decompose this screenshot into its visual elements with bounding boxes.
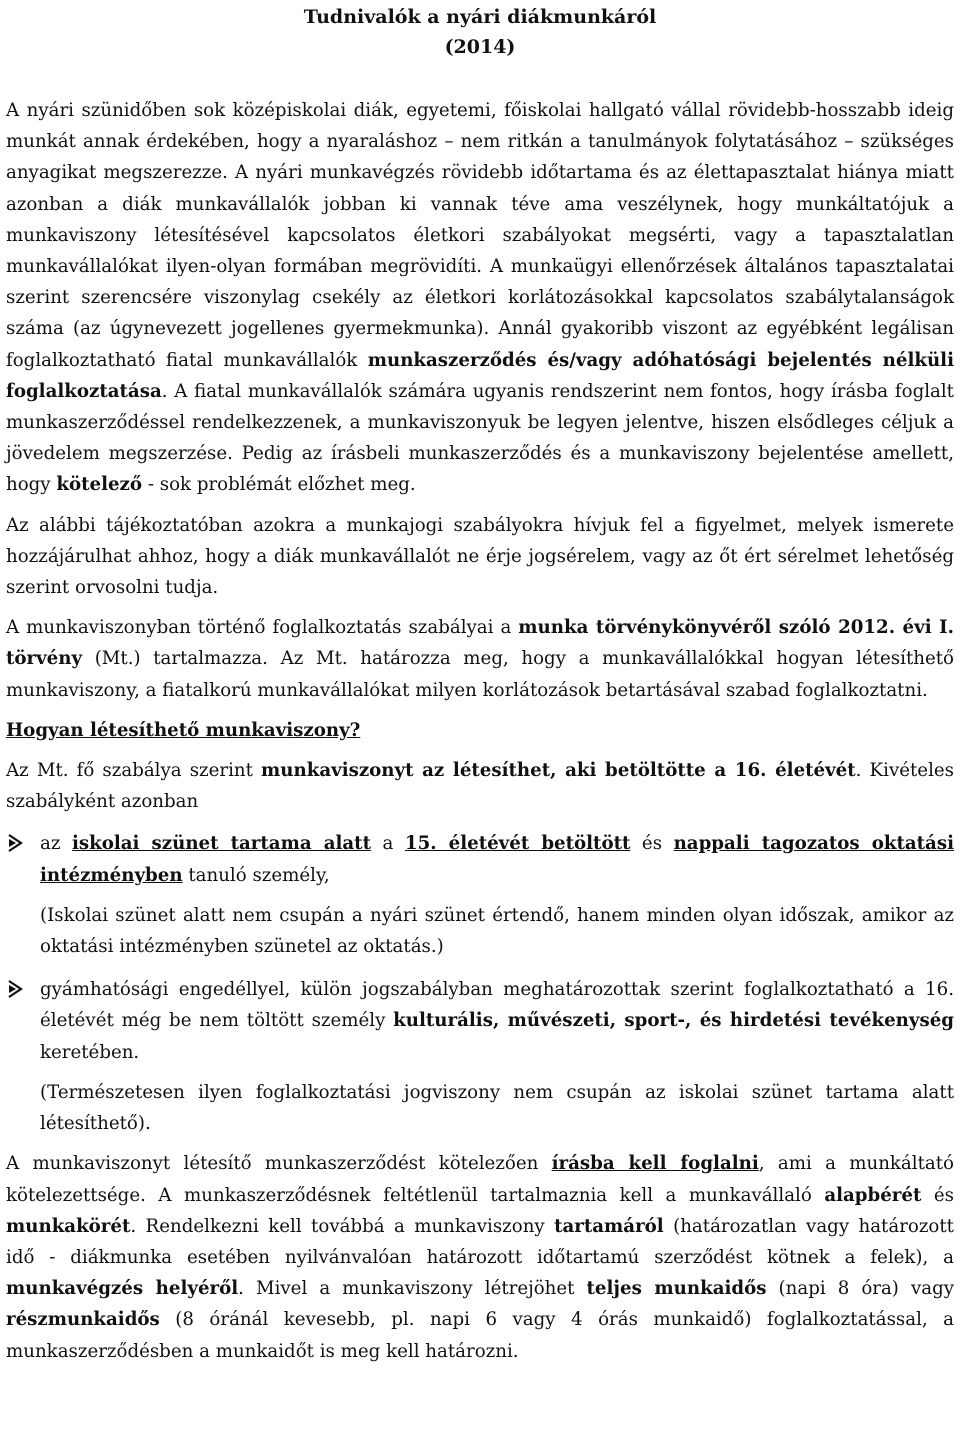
document-year: (2014) bbox=[444, 36, 516, 58]
emphasis-text: munkaszerződés és/vagy adóhatósági bejelentés nélküli foglalkoztatása bbox=[6, 349, 954, 402]
emphasis-text: részmunkaidős bbox=[6, 1309, 160, 1331]
text-segment: . Kivételes szabályként azonban bbox=[6, 760, 954, 813]
arrow-bullet-icon bbox=[7, 979, 23, 999]
text-segment: . Mivel a munkaviszony létrejöhet bbox=[238, 1278, 587, 1300]
text-segment: (napi 8 óra) vagy bbox=[766, 1278, 954, 1300]
emphasis-text: munka törvénykönyvéről szóló 2012. évi I. törvény bbox=[6, 617, 954, 670]
list-item bbox=[6, 828, 954, 962]
text-segment: A munkaviszonyt létesítő munkaszerződést kötelezően bbox=[6, 1153, 552, 1175]
emphasis-text: alapbérét bbox=[824, 1184, 922, 1206]
document-title: Tudnivalók a nyári diákmunkáról bbox=[303, 6, 657, 28]
text-segment: Az Mt. fő szabálya szerint bbox=[6, 760, 262, 782]
emphasis-text: teljes munkaidős bbox=[586, 1278, 767, 1300]
text-segment: gyámhatósági engedéllyel, külön jogszabályban meghatározottak szerint foglalkoztatható a 16. életévét még be nem töltött személy bbox=[40, 979, 954, 1032]
emphasis-text: munkakörét bbox=[6, 1215, 131, 1237]
text-segment: . Rendelkezni kell továbbá a munkaviszony bbox=[130, 1215, 555, 1237]
list-item-note: (Természetesen ilyen foglalkoztatási jogviszony nem csupán az iskolai szünet tartama alatt létesíthető). bbox=[40, 1081, 954, 1135]
text-segment: (8 óránál kevesebb, pl. napi 6 vagy 4 órás munkaidő) foglalkoztatással, a munkaszerződésben a munkaidőt is meg kell határozni. bbox=[6, 1309, 954, 1362]
paragraph-mt bbox=[6, 612, 954, 706]
emphasis-text: kötelező bbox=[56, 474, 143, 496]
emphasis-text: írásba kell foglalni bbox=[551, 1153, 759, 1175]
emphasis-text: tartamáról bbox=[554, 1215, 664, 1237]
text-segment: Az alábbi tájékoztatóban azokra a munkajogi szabályokra hívjuk fel a figyelmet, melyek ismerete hozzájárulhat ahhoz, hogy a diák munkavállalót ne érje jogsérelem, vagy az őt ért sérelmet lehetőség szerint orvosolni tudja. bbox=[6, 514, 954, 599]
exception-list bbox=[6, 828, 954, 1139]
emphasis-text: kulturális, művészeti, sport-, és hirdetési tevékenység bbox=[393, 1010, 954, 1032]
text-segment: . A fiatal munkavállalók számára ugyanis rendszerint nem fontos, hogy írásba foglalt munkaszerződéssel rendelkezzenek, a munkaviszonyuk be legyen jelentve, hiszen elsődleges céljuk a jövedelem megszerzése. Pedig az írásbeli munkaszerződés és a munkaviszony bejelentése amellett, hogy bbox=[6, 380, 954, 496]
list-item-text bbox=[40, 974, 954, 1068]
text-segment: , ami a munkáltató kötelezettsége. A munkaszerződésnek feltétlenül tartalmaznia kell a munkavállaló bbox=[6, 1153, 954, 1206]
text-segment: és bbox=[630, 833, 674, 855]
emphasis-text: munkavégzés helyéről bbox=[6, 1278, 239, 1300]
arrow-bullet-icon bbox=[7, 833, 23, 853]
text-segment: a bbox=[370, 833, 405, 855]
emphasis-text: 15. életévét betöltött bbox=[404, 833, 631, 855]
text-segment: tanuló személy, bbox=[182, 864, 330, 886]
text-segment: (Mt.) tartalmazza. Az Mt. határozza meg, hogy a munkavállalókkal hogyan létesíthető munkaviszony, a fiatalkorú munkavállalókat milyen korlátozások betartásával szabad foglalkoztatni. bbox=[6, 648, 954, 701]
text-segment: keretében. bbox=[40, 1041, 140, 1063]
list-item-note: (Iskolai szünet alatt nem csupán a nyári szünet értendő, hanem minden olyan időszak, amikor az oktatási intézményben szünetel az oktatás.) bbox=[40, 904, 954, 958]
text-segment: az bbox=[40, 833, 72, 855]
list-item bbox=[6, 974, 954, 1139]
section-heading: Hogyan létesíthető munkaviszony? bbox=[6, 719, 361, 741]
paragraph-main-rule bbox=[6, 755, 954, 817]
emphasis-text: nappali tagozatos oktatási intézményben bbox=[40, 833, 954, 886]
paragraph-intro bbox=[6, 95, 954, 501]
text-segment: és bbox=[921, 1184, 954, 1206]
text-segment: A nyári szünidőben sok középiskolai diák, egyetemi, főiskolai hallgató vállal rövidebb-hosszabb ideig munkát annak érdekében, hogy a nyaraláshoz – nem ritkán a tanulmányok folytatásához – szükséges anyagikat megszerezze. A nyári munkavégzés rövidebb időtartama és az élettapasztalat hiánya miatt azonban a diák munkavállalók jobban ki vannak téve ama veszélynek, hogy munkáltatójuk a munkaviszony létesítésével kapcsolatos életkori szabályokat megsérti, vagy a tapasztalatlan munkavállalókat ilyen-olyan formában megrövidíti. A munkaügyi ellenőrzések általános tapasztalatai szerint szerencsére viszonylag csekély az életkori korlátozásokkal kapcsolatos szabálytalanságok száma (az úgynevezett jogellenes gyermekmunka). Annál gyakoribb viszont az egyébként legálisan foglalkoztatható fiatal munkavállalók bbox=[6, 100, 954, 371]
emphasis-text: iskolai szünet tartama alatt bbox=[71, 833, 371, 855]
paragraph-purpose bbox=[6, 510, 954, 604]
text-segment: A munkaviszonyban történő foglalkoztatás szabályai a bbox=[6, 617, 519, 639]
text-segment: (határozatlan vagy határozott idő - diákmunka esetében nyilvánvalóan határozott időtartamú szerződést kötnek a felek), a bbox=[6, 1215, 954, 1268]
list-item-text bbox=[40, 828, 954, 890]
emphasis-text: munkaviszonyt az létesíthet, aki betöltötte a 16. életévét bbox=[261, 760, 856, 782]
paragraph-contract bbox=[6, 1148, 954, 1366]
text-segment: - sok problémát előzhet meg. bbox=[142, 474, 416, 496]
